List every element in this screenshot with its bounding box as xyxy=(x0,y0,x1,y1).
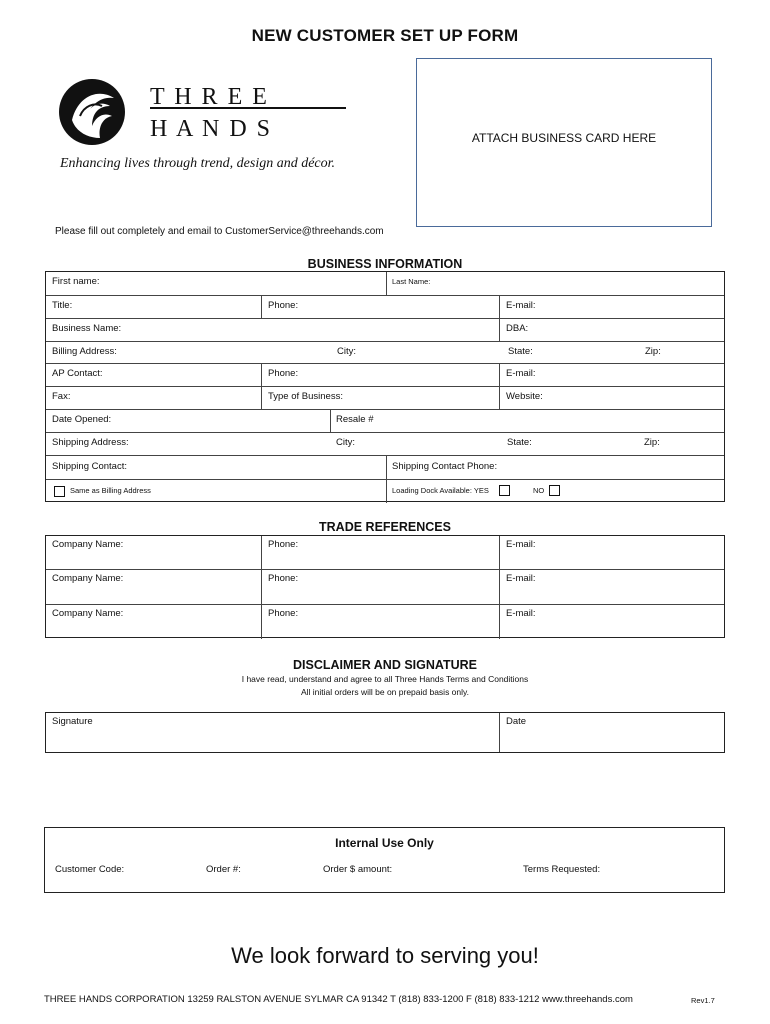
fax-label: Fax: xyxy=(52,391,71,402)
shipping-address-cell[interactable] xyxy=(46,433,724,456)
type-of-business-label: Type of Business: xyxy=(268,391,343,402)
loading-dock-cell xyxy=(386,480,724,503)
type-of-business-cell[interactable] xyxy=(261,387,499,410)
table-row xyxy=(46,363,724,387)
first-name-label: First name: xyxy=(52,276,100,287)
ref1-phone-label: Phone: xyxy=(268,539,299,550)
ref2-company-cell[interactable] xyxy=(46,570,261,605)
ap-phone-cell[interactable] xyxy=(261,364,499,387)
shipping-contact-phone-cell[interactable] xyxy=(386,456,724,480)
ref3-company-label: Company Name: xyxy=(52,608,124,619)
terms-requested-label: Terms Requested: xyxy=(523,864,601,875)
shipping-city-label: City: xyxy=(336,437,355,448)
table-row xyxy=(46,409,724,433)
ref2-email-cell[interactable] xyxy=(499,570,724,605)
ref1-company-label: Company Name: xyxy=(52,539,124,550)
table-row xyxy=(46,386,724,410)
date-opened-label: Date Opened: xyxy=(52,414,112,425)
table-row xyxy=(46,536,724,569)
last-name-cell[interactable] xyxy=(386,272,724,295)
business-name-label: Business Name: xyxy=(52,323,122,334)
same-as-billing-cell xyxy=(46,480,386,503)
shipping-address-label: Shipping Address: xyxy=(52,437,129,448)
customer-code-label: Customer Code: xyxy=(55,864,125,875)
business-info-table xyxy=(45,271,725,502)
shipping-contact-phone-label: Shipping Contact Phone: xyxy=(392,461,498,472)
resale-label: Resale # xyxy=(336,414,374,425)
revision-number: Rev1.7 xyxy=(691,996,715,1005)
title-cell[interactable] xyxy=(46,296,261,319)
instructions: Please fill out completely and email to CustomerService@threehands.com xyxy=(55,226,384,237)
closing-slogan: We look forward to serving you! xyxy=(231,943,539,968)
ap-email-cell[interactable] xyxy=(499,364,724,387)
business-card-label: ATTACH BUSINESS CARD HERE xyxy=(471,131,657,145)
title-label: Title: xyxy=(52,300,73,311)
email-label: E-mail: xyxy=(506,300,536,311)
last-name-label: Last Name: xyxy=(392,277,431,286)
ref2-company-label: Company Name: xyxy=(52,573,124,584)
dba-label: DBA: xyxy=(506,323,529,334)
disclaimer-heading: DISCLAIMER AND SIGNATURE xyxy=(292,658,478,672)
same-as-billing-checkbox[interactable] xyxy=(54,486,65,497)
dba-cell[interactable] xyxy=(499,319,724,342)
date-opened-cell[interactable] xyxy=(46,410,330,433)
billing-address-label: Billing Address: xyxy=(52,346,117,357)
three-hands-logo xyxy=(58,76,358,186)
company-address-footer: THREE HANDS CORPORATION 13259 RALSTON AVENUE SYLMAR CA 91342 T (818) 833-1200 F (818) 833-1212 www.threehands.com xyxy=(44,994,633,1005)
website-label: Website: xyxy=(506,391,543,402)
ref1-email-label: E-mail: xyxy=(506,539,536,550)
ap-contact-cell[interactable] xyxy=(46,364,261,387)
ref3-phone-label: Phone: xyxy=(268,608,299,619)
table-row xyxy=(46,479,724,503)
ref1-company-cell[interactable] xyxy=(46,536,261,569)
order-amount-label: Order $ amount: xyxy=(323,864,393,875)
ref2-email-label: E-mail: xyxy=(506,573,536,584)
table-row xyxy=(46,295,724,319)
website-cell[interactable] xyxy=(499,387,724,410)
ref3-email-label: E-mail: xyxy=(506,608,536,619)
billing-zip-label: Zip: xyxy=(645,346,661,357)
shipping-contact-cell[interactable] xyxy=(46,456,386,480)
ap-contact-label: AP Contact: xyxy=(52,368,103,379)
signature-table xyxy=(45,712,725,753)
first-name-cell[interactable] xyxy=(46,272,386,295)
order-number-label: Order #: xyxy=(206,864,241,875)
disclaimer-line-1: I have read, understand and agree to all Three Hands Terms and Conditions xyxy=(241,674,529,684)
shipping-contact-label: Shipping Contact: xyxy=(52,461,127,472)
ref2-phone-label: Phone: xyxy=(268,573,299,584)
internal-use-box xyxy=(44,827,725,893)
table-row xyxy=(46,272,724,295)
signature-label: Signature xyxy=(52,716,93,727)
business-card-box xyxy=(416,58,712,227)
table-row xyxy=(46,604,724,639)
internal-use-heading: Internal Use Only xyxy=(335,836,434,850)
billing-city-label: City: xyxy=(337,346,356,357)
table-row xyxy=(46,569,724,605)
ap-email-label: E-mail: xyxy=(506,368,536,379)
table-row xyxy=(46,432,724,456)
ref2-phone-cell[interactable] xyxy=(261,570,499,605)
ref1-email-cell[interactable] xyxy=(499,536,724,569)
ref3-email-cell[interactable] xyxy=(499,605,724,639)
ref1-phone-cell[interactable] xyxy=(261,536,499,569)
loading-dock-no-checkbox[interactable] xyxy=(549,485,560,496)
trade-references-heading: TRADE REFERENCES xyxy=(319,520,451,534)
billing-state-label: State: xyxy=(508,346,533,357)
ref3-phone-cell[interactable] xyxy=(261,605,499,639)
table-row xyxy=(46,341,724,364)
billing-address-cell[interactable] xyxy=(46,342,724,364)
logo-line-three: T H R E E xyxy=(150,84,269,110)
business-name-cell[interactable] xyxy=(46,319,499,342)
shipping-zip-label: Zip: xyxy=(644,437,660,448)
ap-phone-label: Phone: xyxy=(268,368,299,379)
loading-dock-no-label: NO xyxy=(533,486,545,495)
email-cell[interactable] xyxy=(499,296,724,319)
trade-references-table xyxy=(45,535,725,638)
ref3-company-cell[interactable] xyxy=(46,605,261,639)
table-row xyxy=(46,318,724,342)
same-as-billing-label: Same as Billing Address xyxy=(70,486,151,495)
loading-dock-label: Loading Dock Available: YES xyxy=(392,486,489,495)
logo-line-hands: H A N D S xyxy=(150,116,273,142)
phone-label: Phone: xyxy=(268,300,299,311)
signature-cell[interactable] xyxy=(46,713,499,752)
logo-tagline: Enhancing lives through trend, design and décor. xyxy=(60,156,336,171)
date-cell[interactable] xyxy=(499,713,724,752)
disclaimer-line-2: All initial orders will be on prepaid basis only. xyxy=(300,687,470,697)
form-title: NEW CUSTOMER SET UP FORM xyxy=(251,26,519,45)
business-info-heading: BUSINESS INFORMATION xyxy=(307,257,463,271)
fax-cell[interactable] xyxy=(46,387,261,410)
phone-cell[interactable] xyxy=(261,296,499,319)
table-row xyxy=(46,455,724,480)
shipping-state-label: State: xyxy=(507,437,532,448)
loading-dock-yes-checkbox[interactable] xyxy=(499,485,510,496)
resale-cell[interactable] xyxy=(330,410,724,433)
date-label: Date xyxy=(506,716,527,727)
